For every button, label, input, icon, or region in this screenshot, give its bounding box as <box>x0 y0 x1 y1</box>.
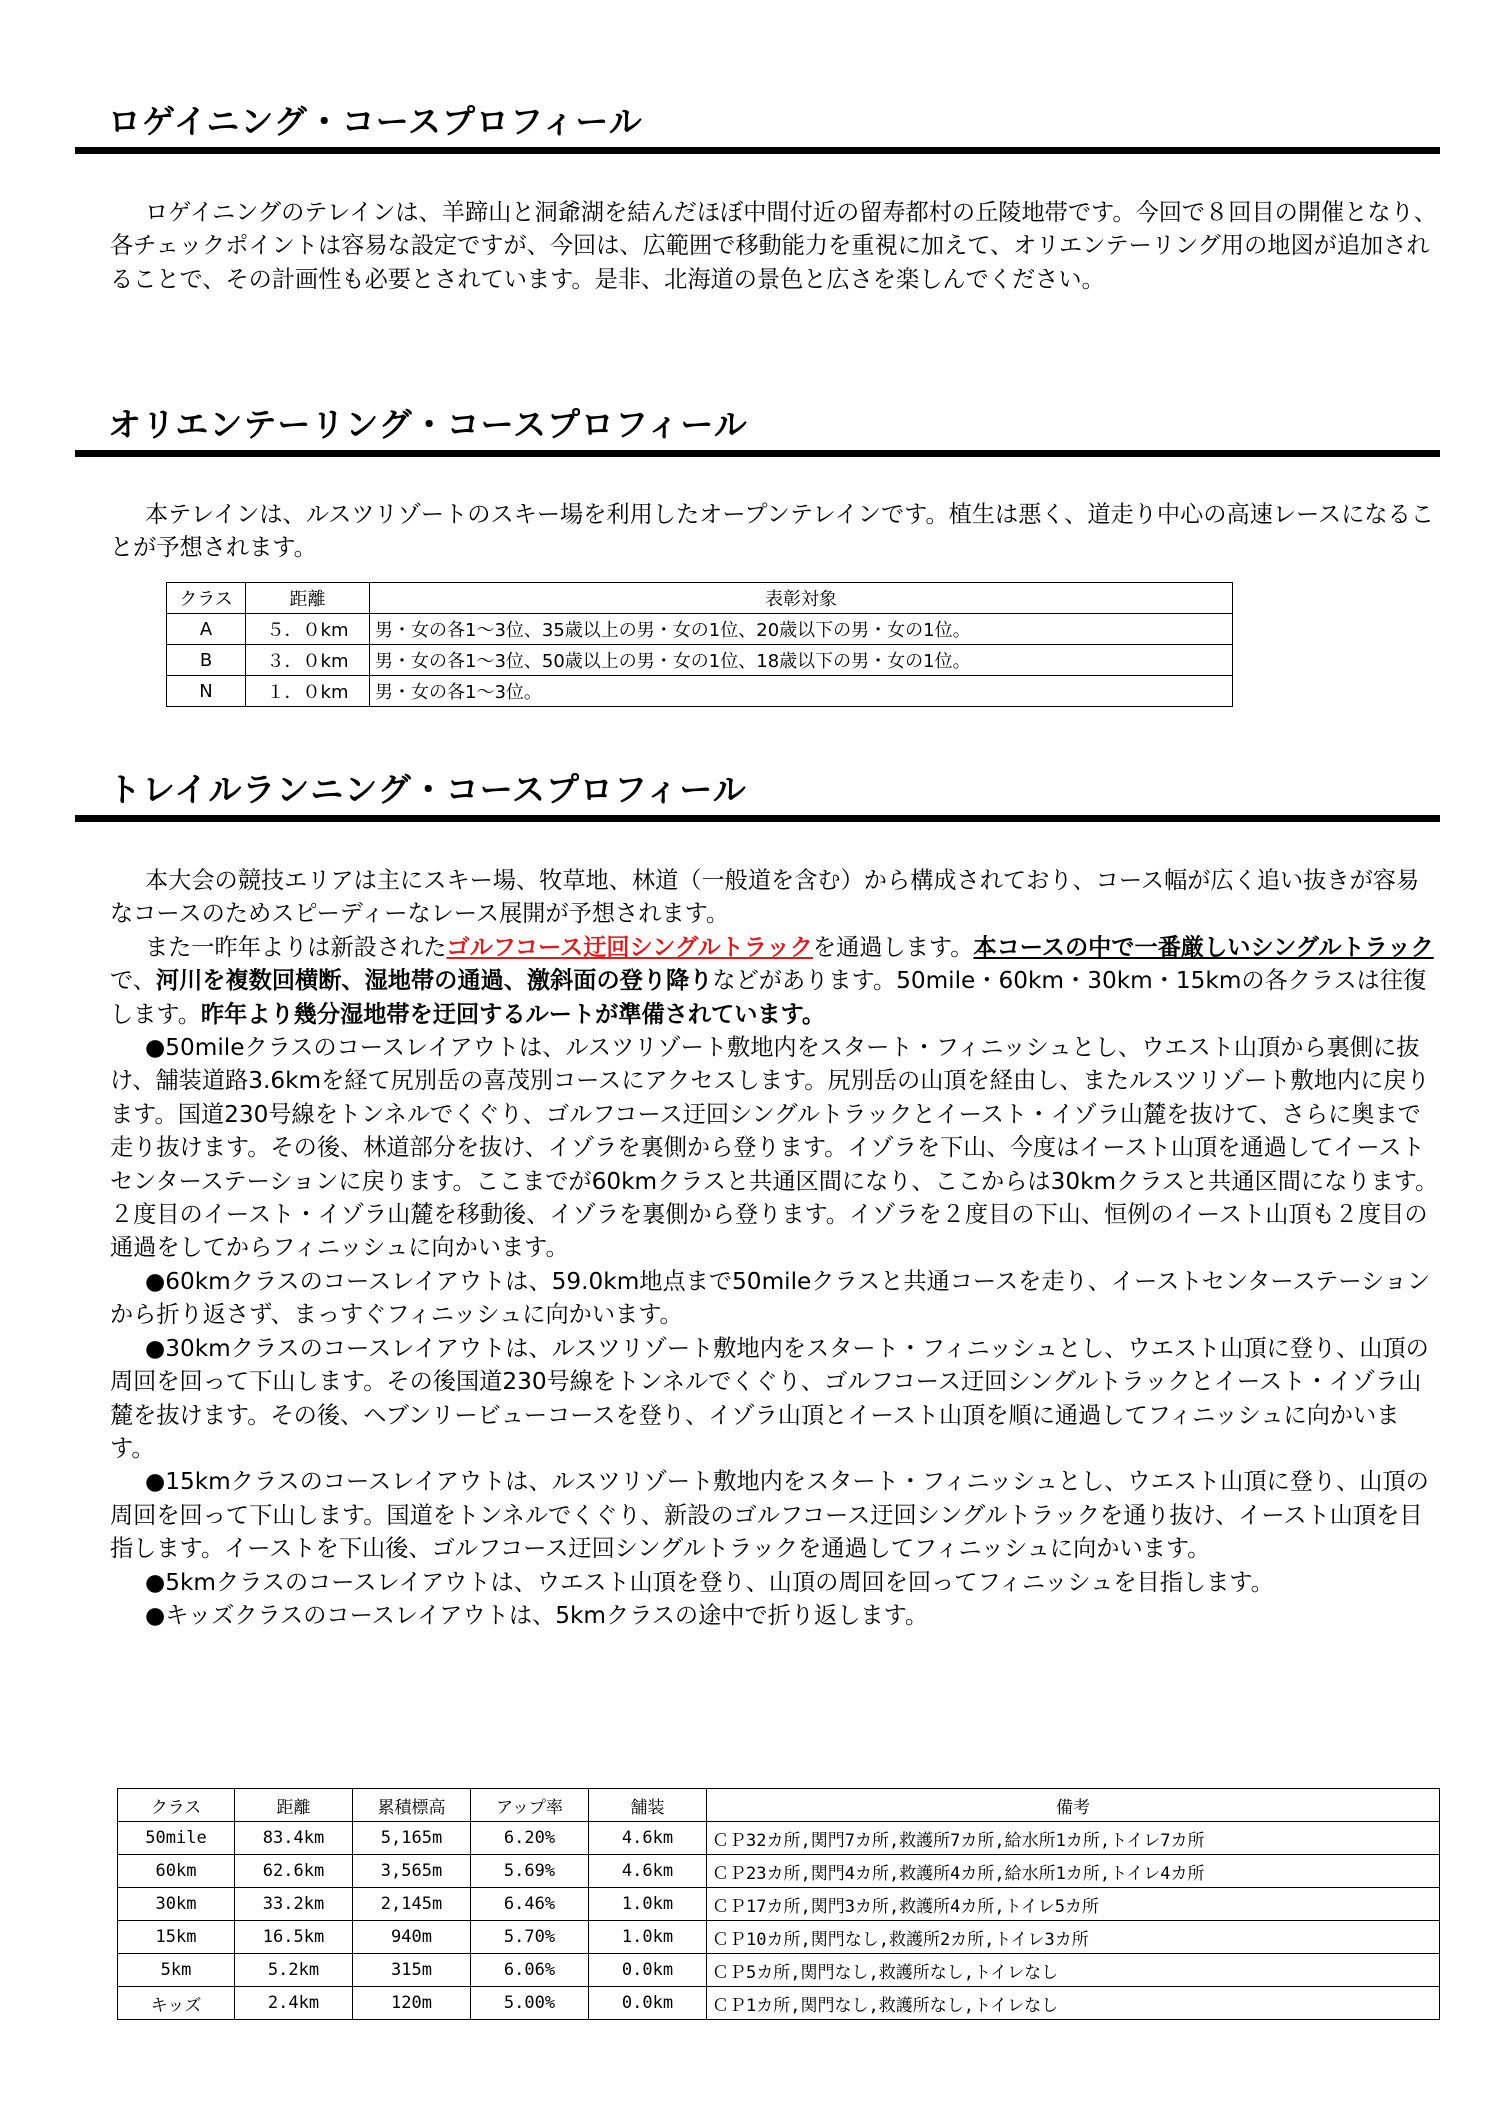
trail-paragraph: ●30kmクラスのコースレイアウトは、ルスツリゾート敷地内をスタート・フィニッシュとし、ウエスト山頂に登り、山頂の周回を回って下山します。その後国道230号線をトンネルでくぐり、ゴルフコース迂回シングルトラックとイースト・イゾラ山麓を抜けます。その後、ヘブンリービューコースを登り、イゾラ山頂とイースト山頂を順に通過してフィニッシュに向かいます。 <box>110 1334 1429 1462</box>
table-cell: 男・女の各1～3位、50歳以上の男・女の1位、18歳以下の男・女の1位。 <box>370 645 1233 676</box>
table-cell: 5,165m <box>353 1822 471 1855</box>
table-cell: 5.70% <box>471 1921 589 1954</box>
table-cell: 50mile <box>118 1822 235 1855</box>
trail-course-table <box>117 1788 1440 2020</box>
orienteering-table <box>166 582 1233 707</box>
table-cell: ＣＰ23カ所,関門4カ所,救護所4カ所,給水所1カ所,トイレ4カ所 <box>707 1855 1440 1888</box>
table-cell: キッズ <box>118 1987 235 2020</box>
table-cell: 男・女の各1～3位、35歳以上の男・女の1位、20歳以下の男・女の1位。 <box>370 614 1233 645</box>
table-cell: 5.69% <box>471 1855 589 1888</box>
table-cell: 6.06% <box>471 1954 589 1987</box>
table-cell: ３．０km <box>246 645 370 676</box>
table-cell: 1.0km <box>589 1921 707 1954</box>
table-header: クラス <box>118 1789 235 1822</box>
table-header: 舗装 <box>589 1789 707 1822</box>
table-cell: 3,565m <box>353 1855 471 1888</box>
trail-heading: トレイルランニング・コースプロフィール <box>75 765 1440 822</box>
table-row <box>118 1921 1440 1954</box>
table-header: 備考 <box>707 1789 1440 1822</box>
golf-course-detour-link: ゴルフコース迂回シングルトラック <box>446 933 813 961</box>
table-cell: 940m <box>353 1921 471 1954</box>
table-row <box>167 645 1233 676</box>
table-cell: N <box>167 676 246 707</box>
trail-section <box>75 765 1440 822</box>
table-cell: 男・女の各1～3位。 <box>370 676 1233 707</box>
table-cell: ＣＰ1カ所,関門なし,救護所なし,トイレなし <box>707 1987 1440 2020</box>
table-row <box>167 614 1233 645</box>
trail-paragraph: ●5kmクラスのコースレイアウトは、ウエスト山頂を登り、山頂の周回を回ってフィニッシュを目指します。 <box>145 1568 1274 1596</box>
rogaining-section <box>75 97 1440 154</box>
text-span: を通過します。 <box>812 933 974 961</box>
table-cell: 83.4km <box>235 1822 353 1855</box>
table-row <box>118 1954 1440 1987</box>
orienteering-section <box>75 400 1440 457</box>
table-cell: 5km <box>118 1954 235 1987</box>
table-cell: 15km <box>118 1921 235 1954</box>
table-row <box>118 1987 1440 2020</box>
table-cell: 16.5km <box>235 1921 353 1954</box>
trail-paragraph: ●50mileクラスのコースレイアウトは、ルスツリゾート敷地内をスタート・フィニッシュとし、ウエスト山頂から裏側に抜け、舗装道路3.6kmを経て尻別岳の喜茂別コースにアクセスします。尻別岳の山頂を経由し、またルスツリゾート敷地内に戻ります。国道230号線をトンネルでくぐり、ゴルフコース迂回シングルトラックとイースト・イゾラ山麓を抜けて、さらに奥まで走り抜けます。その後、林道部分を抜け、イゾラを裏側から登ります。イゾラを下山、今度はイースト山頂を通過してイーストセンターステーションに戻ります。ここまでが60kmクラスと共通区間になり、ここからは30kmクラスと共通区間になります。２度目のイースト・イゾラ山麓を移動後、イゾラを裏側から登ります。イゾラを２度目の下山、恒例のイースト山頂も２度目の通過をしてからフィニッシュに向かいます。 <box>110 1034 1439 1262</box>
table-cell: 33.2km <box>235 1888 353 1921</box>
table-cell: 62.6km <box>235 1855 353 1888</box>
table-header: クラス <box>167 583 246 614</box>
emphasis-text: 河川を複数回横断、湿地帯の通過、激斜面の登り降り <box>155 967 713 995</box>
trail-paragraph: 本大会の競技エリアは主にスキー場、牧草地、林道（一般道を含む）から構成されており、コース幅が広く追い抜きが容易なコースのためスピーディーなレース展開が予想されます。 <box>110 867 1420 928</box>
table-cell: A <box>167 614 246 645</box>
table-header: 距離 <box>246 583 370 614</box>
table-header: 距離 <box>235 1789 353 1822</box>
emphasis-text: 昨年より幾分湿地帯を迂回するルートが準備されています。 <box>200 1000 826 1028</box>
table-cell: 120m <box>353 1987 471 2020</box>
emphasis-text: 本コースの中で一番厳しいシングルトラック <box>973 933 1434 961</box>
table-header-row <box>118 1789 1440 1822</box>
table-cell: 4.6km <box>589 1822 707 1855</box>
text-span: などがあります。50mile・60km・30km・15kmの各クラスは往復します。 <box>110 967 1427 1028</box>
table-cell: ５．０km <box>246 614 370 645</box>
table-cell: 2,145m <box>353 1888 471 1921</box>
table-cell: 315m <box>353 1954 471 1987</box>
table-row <box>118 1822 1440 1855</box>
table-cell: B <box>167 645 246 676</box>
table-cell: 5.2km <box>235 1954 353 1987</box>
trail-body <box>75 864 1445 1632</box>
table-cell: 60km <box>118 1855 235 1888</box>
table-header: 表彰対象 <box>370 583 1233 614</box>
text-span: また一昨年よりは新設された <box>145 933 447 961</box>
table-cell: ＣＰ17カ所,関門3カ所,救護所4カ所,トイレ5カ所 <box>707 1888 1440 1921</box>
trail-paragraph <box>110 931 1440 1031</box>
rogaining-heading: ロゲイニング・コースプロフィール <box>75 97 1440 154</box>
trail-paragraph: ●キッズクラスのコースレイアウトは、5kmクラスの途中で折り返します。 <box>145 1601 929 1629</box>
orienteering-body: 本テレインは、ルスツリゾートのスキー場を利用したオープンテレインです。植生は悪く、道走り中心の高速レースになることが予想されます。 <box>110 501 1434 562</box>
table-cell: ＣＰ10カ所,関門なし,救護所2カ所,トイレ3カ所 <box>707 1921 1440 1954</box>
table-cell: ＣＰ5カ所,関門なし,救護所なし,トイレなし <box>707 1954 1440 1987</box>
trail-paragraph: ●15kmクラスのコースレイアウトは、ルスツリゾート敷地内をスタート・フィニッシュとし、ウエスト山頂に登り、山頂の周回を回って下山します。国道をトンネルでくぐり、新設のゴルフコース迂回シングルトラックを通り抜け、イースト山頂を目指します。イーストを下山後、ゴルフコース迂回シングルトラックを通過してフィニッシュに向かいます。 <box>110 1468 1429 1563</box>
table-cell: 2.4km <box>235 1987 353 2020</box>
table-header-row <box>167 583 1233 614</box>
orienteering-heading: オリエンテーリング・コースプロフィール <box>75 400 1440 457</box>
table-cell: 4.6km <box>589 1855 707 1888</box>
table-row <box>118 1888 1440 1921</box>
table-cell: 6.20% <box>471 1822 589 1855</box>
table-row <box>167 676 1233 707</box>
table-cell: 0.0km <box>589 1954 707 1987</box>
table-cell: １．０km <box>246 676 370 707</box>
text-span: で、 <box>110 967 156 995</box>
table-cell: ＣＰ32カ所,関門7カ所,救護所7カ所,給水所1カ所,トイレ7カ所 <box>707 1822 1440 1855</box>
table-header: 累積標高 <box>353 1789 471 1822</box>
table-cell: 6.46% <box>471 1888 589 1921</box>
table-row <box>118 1855 1440 1888</box>
table-cell: 1.0km <box>589 1888 707 1921</box>
table-cell: 0.0km <box>589 1987 707 2020</box>
trail-paragraph: ●60kmクラスのコースレイアウトは、59.0km地点まで50mileクラスと共通コースを走り、イーストセンターステーションから折り返さず、まっすぐフィニッシュに向かいます。 <box>110 1267 1431 1329</box>
table-header: アップ率 <box>471 1789 589 1822</box>
rogaining-body: ロゲイニングのテレインは、羊蹄山と洞爺湖を結んだほぼ中間付近の留寿都村の丘陵地帯です。今回で８回目の開催となり、各チェックポイントは容易な設定ですが、今回は、広範囲で移動能力を重視に加えて、オリエンテーリング用の地図が追加されることで、その計画性も必要とされています。是非、北海道の景色と広さを楽しんでください。 <box>110 199 1437 293</box>
table-cell: 5.00% <box>471 1987 589 2020</box>
table-cell: 30km <box>118 1888 235 1921</box>
